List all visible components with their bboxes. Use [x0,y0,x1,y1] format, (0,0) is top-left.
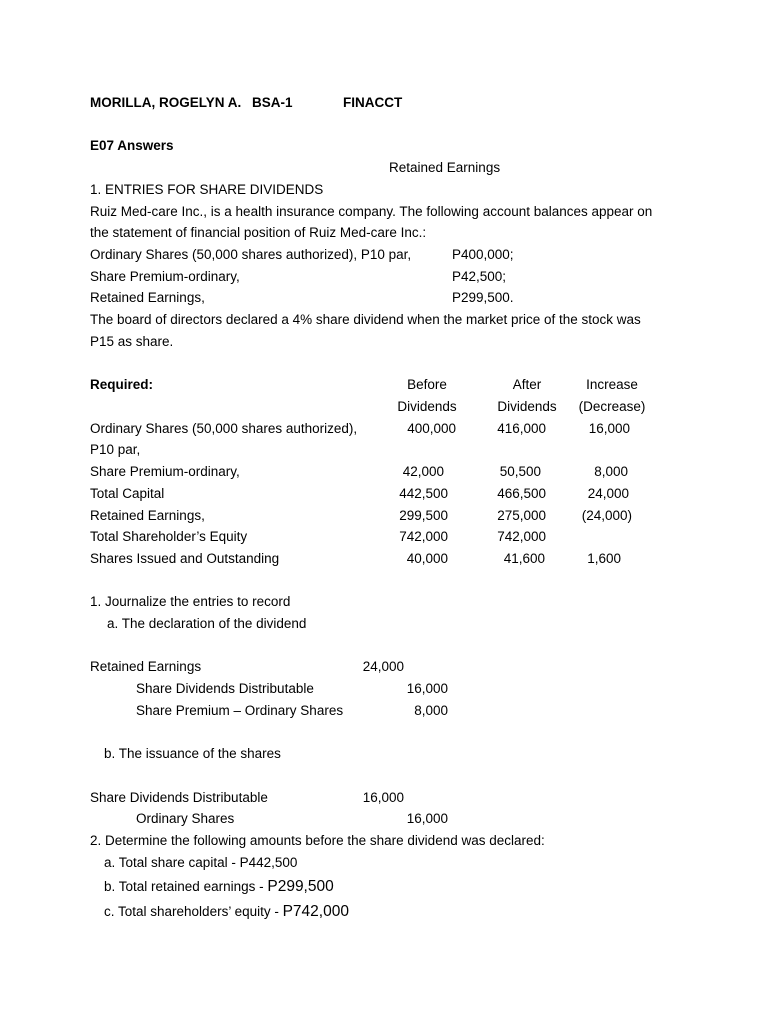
journal-credit: 16,000 [406,681,448,696]
table-cell-before: 442,500 [399,486,448,501]
table-cell-change: 16,000 [588,421,630,436]
balance-label: Ordinary Shares (50,000 shares authorized), P10 par, [90,247,412,262]
journal-debit: 16,000 [362,790,404,805]
journal-part-b-label: b. The issuance of the shares [104,746,281,761]
column-header-change: (Decrease) [578,399,646,414]
table-cell-after: 742,000 [497,529,546,544]
table-row-label: Total Capital [90,486,165,501]
answer-total-retained-earnings [104,878,334,896]
balance-label: Retained Earnings, [90,290,205,305]
column-header-after: After [512,377,542,392]
table-row-label: Shares Issued and Outstanding [90,551,280,566]
column-header-change: Increase [586,377,638,392]
journal-part-a-label: a. The declaration of the dividend [107,616,307,631]
table-cell-after: 50,500 [499,464,541,479]
table-cell-before: 299,500 [399,508,448,523]
answer-total-share-capital: a. Total share capital - P442,500 [104,855,298,870]
journal-credit: 16,000 [406,811,448,826]
journal-credit: 8,000 [414,703,448,718]
table-cell-after: 466,500 [497,486,546,501]
balance-value: P42,500; [452,269,507,284]
section-heading: 1. ENTRIES FOR SHARE DIVIDENDS [90,182,324,197]
board-statement: The board of directors declared a 4% share dividend when the market price of the stock was [90,312,641,327]
intro-line: Ruiz Med-care Inc., is a health insurance company. The following account balances appear on [90,204,653,219]
required-label: Required: [90,377,154,392]
document-title: E07 Answers [90,138,174,153]
table-row-label: Total Shareholder’s Equity [90,529,248,544]
journal-account: Ordinary Shares [136,811,235,826]
answer-label: c. Total shareholders’ equity - [104,904,283,919]
table-row-label: P10 par, [90,442,141,457]
table-cell-after: 41,600 [503,551,545,566]
table-row-label: Ordinary Shares (50,000 shares authorized), [90,421,358,436]
table-cell-before: 742,000 [399,529,448,544]
column-header-before: Before [407,377,447,392]
table-cell-change: (24,000) [581,508,632,523]
table-cell-before: 400,000 [407,421,456,436]
student-name: MORILLA, ROGELYN A. [90,95,242,110]
balance-label: Share Premium-ordinary, [90,269,240,284]
journal-intro: 1. Journalize the entries to record [90,594,291,609]
table-cell-before: 40,000 [406,551,448,566]
answer-value: P742,000 [282,903,349,920]
table-cell-change: 8,000 [594,464,628,479]
column-header-after: Dividends [497,399,557,414]
table-cell-before: 42,000 [402,464,444,479]
balance-value: P400,000; [452,247,514,262]
question-2-intro: 2. Determine the following amounts before the share dividend was declared: [90,833,545,848]
answer-value: P299,500 [267,878,334,895]
answer-total-shareholders-equity [104,903,349,921]
table-cell-change: 1,600 [587,551,621,566]
student-section: BSA-1 [252,95,293,110]
table-cell-change: 24,000 [587,486,629,501]
course-code: FINACCT [343,95,403,110]
table-row-label: Retained Earnings, [90,508,205,523]
intro-line: the statement of financial position of Ruiz Med-care Inc.: [90,225,427,240]
journal-account: Share Premium – Ordinary Shares [136,703,344,718]
table-row-label: Share Premium-ordinary, [90,464,240,479]
journal-account: Share Dividends Distributable [136,681,314,696]
column-header-before: Dividends [397,399,457,414]
journal-account: Retained Earnings [90,659,202,674]
table-cell-after: 275,000 [497,508,546,523]
journal-account: Share Dividends Distributable [90,790,268,805]
answer-label: b. Total retained earnings - [104,879,268,894]
board-statement: P15 as share. [90,334,174,349]
table-cell-after: 416,000 [497,421,546,436]
journal-debit: 24,000 [362,659,404,674]
document-subtitle: Retained Earnings [389,160,501,175]
balance-value: P299,500. [452,290,514,305]
